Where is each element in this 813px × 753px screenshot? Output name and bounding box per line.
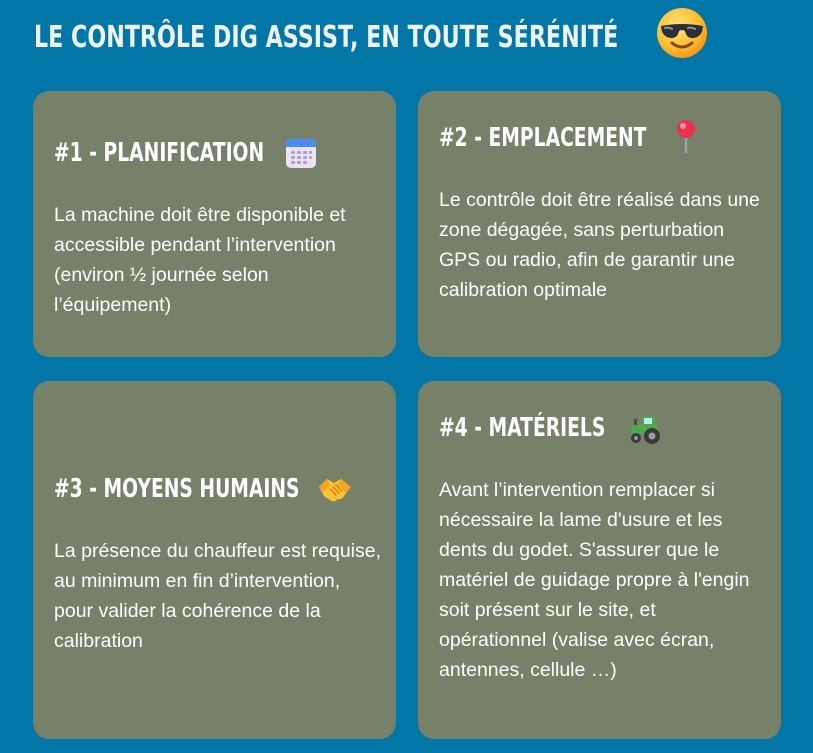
card-planification [33, 91, 396, 357]
card-emplacement [418, 91, 781, 357]
page-title-text: LE CONTRÔLE DIG ASSIST, EN TOUTE SÉRÉNITÉ [34, 19, 619, 55]
smiling-face-with-sunglasses-icon [655, 6, 709, 60]
card-body: La présence du chauffeur est requise, au minimum en fin d’intervention, pour valider la cohérence de la calibration [54, 540, 382, 652]
card-heading-text: #4 - MATÉRIELS [439, 413, 606, 443]
tractor-icon [628, 410, 664, 446]
card-body: Avant l’intervention remplacer si nécessaire la lame d'usure et les dents du godet. S'assurer que le matériel de guidage propre à l'engin soit présent sur le site, et opérationnel (valise avec écran, antennes, cellule …) [439, 479, 750, 681]
card-materiels [418, 381, 781, 739]
card-heading-text: #2 - EMPLACEMENT [439, 123, 647, 153]
card-heading-text: #3 - MOYENS HUMAINS [54, 474, 300, 504]
card-body: Le contrôle doit être réalisé dans une zone dégagée, sans perturbation GPS ou radio, afin de garantir une calibration optimale [439, 189, 760, 301]
card-body: La machine doit être disponible et accessible pendant l’intervention (environ ½ journée selon l’équipement) [54, 204, 346, 316]
handshake-icon [317, 471, 353, 507]
card-heading-text: #1 - PLANIFICATION [54, 138, 265, 168]
card-moyens-humains [33, 381, 396, 739]
calendar-icon [283, 135, 319, 171]
round-pushpin-icon [668, 118, 704, 154]
